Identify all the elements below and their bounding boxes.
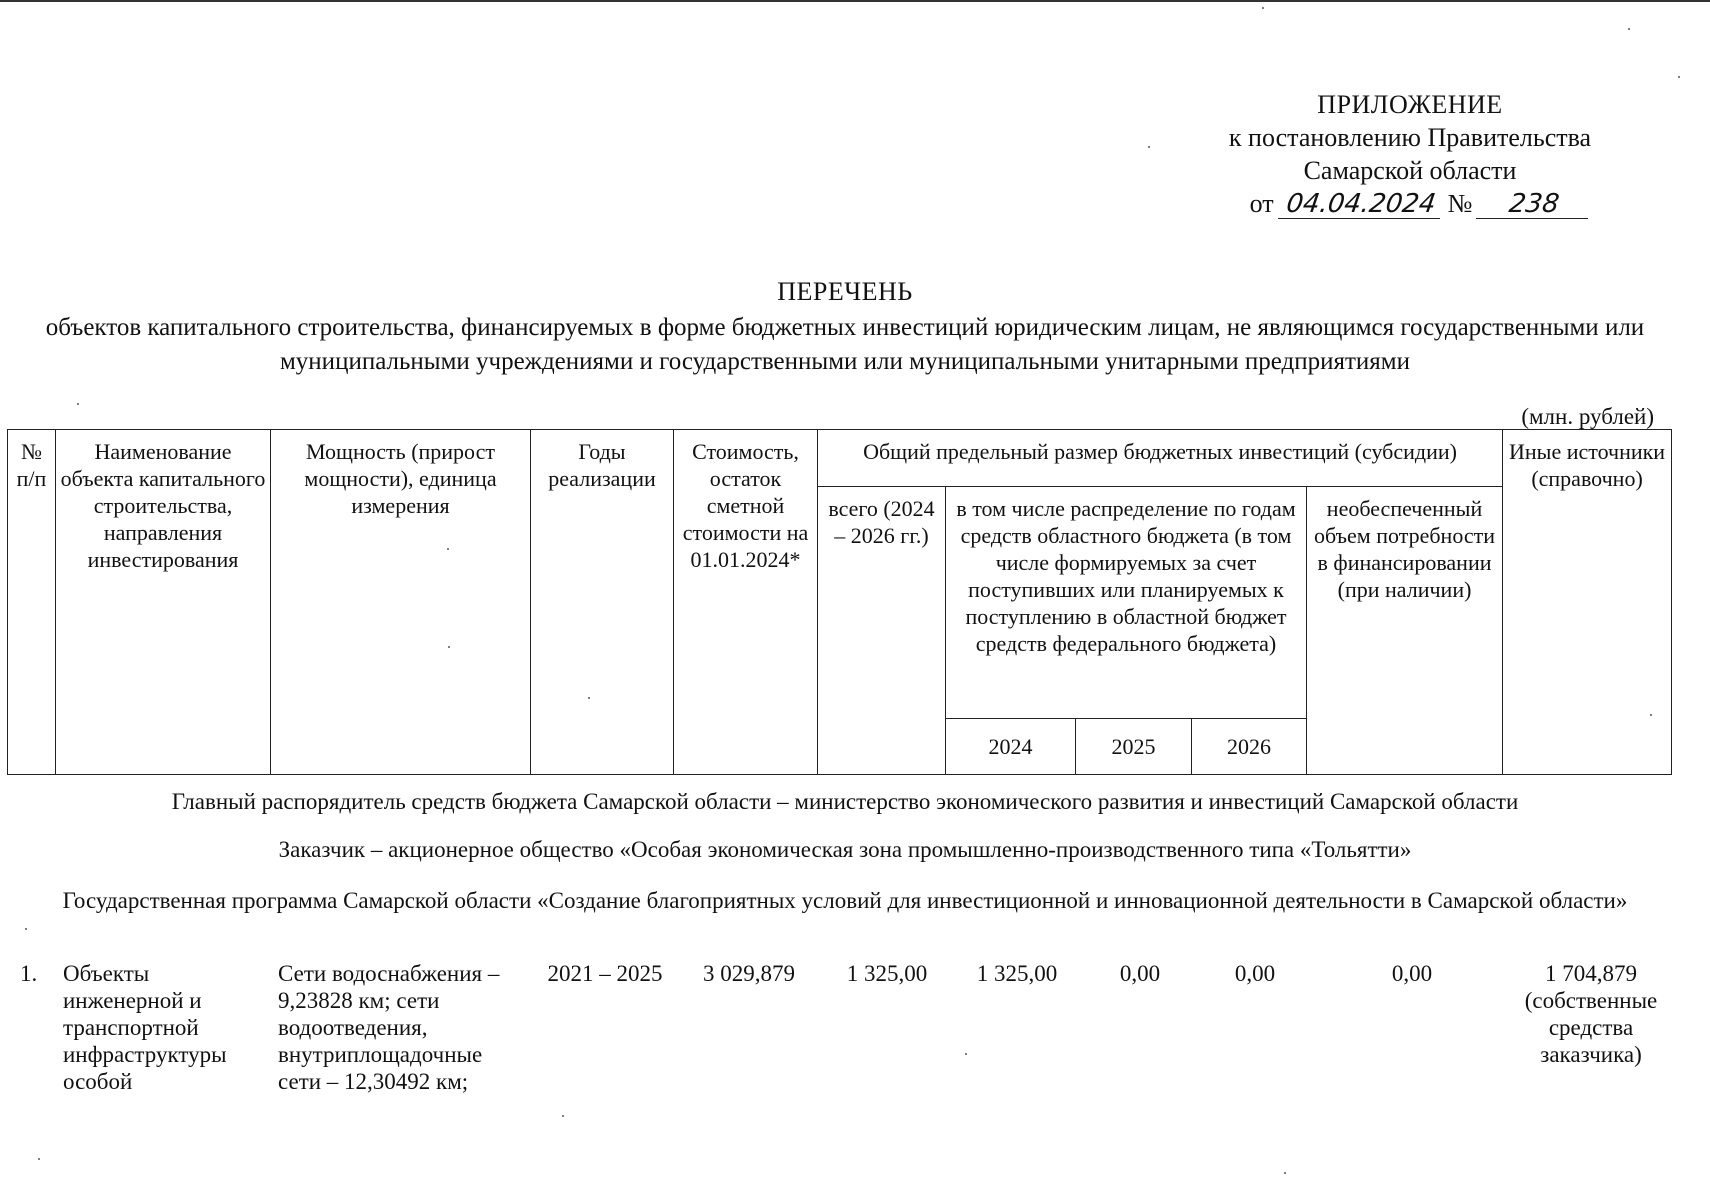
row-year-2025: 0,00 xyxy=(1119,961,1161,986)
scan-speck xyxy=(1148,146,1150,148)
number-prefix: № xyxy=(1447,189,1473,218)
header-num: № п/п xyxy=(8,430,56,775)
scan-speck xyxy=(1262,7,1264,9)
row-year-2024: 1 325,00 xyxy=(976,961,1058,986)
appendix-title: ПРИЛОЖЕНИЕ xyxy=(1317,90,1503,119)
section-program: Государственная программа Самарской области «Создание благоприятных условий для инвестиционной и инновационной деятельности в Самарской области» xyxy=(62,888,1628,913)
section-customer: Заказчик – акционерное общество «Особая экономическая зона промышленно-производственного типа «Тольятти» xyxy=(278,837,1412,862)
row-capacity: Сети водоснабжения – 9,23828 км; сети водоотведения, внутриплощадочные сети – 12,30492 км; xyxy=(278,961,500,1094)
handwritten-date: 04.04.2024 xyxy=(1278,190,1444,219)
scan-speck xyxy=(562,1115,564,1117)
row-name: Объекты инженерной и транспортной инфраструктуры особой xyxy=(63,961,227,1094)
scan-speck xyxy=(25,928,27,930)
row-years: 2021 – 2025 xyxy=(547,961,663,986)
handwritten-number: 238 xyxy=(1476,190,1592,219)
scan-speck xyxy=(965,1053,967,1055)
section-manager: Главный распорядитель средств бюджета Самарской области – министерство экономического развития и инвестиций Самарской области xyxy=(171,789,1519,814)
scan-speck xyxy=(1628,28,1630,30)
header-total: всего (2024 – 2026 гг.) xyxy=(818,487,946,775)
document-title: ПЕРЕЧЕНЬ xyxy=(777,277,913,306)
header-name: Наименование объекта капитального строительства, направления инвестирования xyxy=(56,430,271,775)
header-total-group: Общий предельный размер бюджетных инвестиций (субсидии) xyxy=(818,430,1503,487)
document-subtitle: объектов капитального строительства, финансируемых в форме бюджетных инвестиций юридическим лицам, не являющимся государственными или муниципальными учреждениями и государственными или муниципальными унитарными предприятиями xyxy=(45,314,1645,375)
scan-speck xyxy=(38,1158,40,1160)
scan-speck xyxy=(1678,76,1680,78)
scan-speck xyxy=(448,646,450,648)
header-cost: Стоимость, остаток сметной стоимости на 01.01.2024* xyxy=(674,430,818,775)
row-other: 1 704,879 (собственные средства заказчика) xyxy=(1524,961,1658,1067)
row-num: 1. xyxy=(20,961,38,986)
header-table xyxy=(7,429,1672,775)
header-year-2025: 2025 xyxy=(1076,719,1192,775)
header-distribution: в том числе распределение по годам средств областного бюджета (в том числе формируемых за счет поступивших или планируемых к поступлению в областной бюджет средств федерального бюджета) xyxy=(946,487,1307,719)
scan-speck xyxy=(588,697,590,699)
top-border xyxy=(0,0,1710,2)
scan-speck xyxy=(1650,714,1652,716)
scan-speck xyxy=(447,548,449,550)
appendix-block xyxy=(1150,88,1670,220)
header-year-2024: 2024 xyxy=(946,719,1076,775)
decree-line xyxy=(1170,187,1670,220)
date-prefix: от xyxy=(1249,189,1274,218)
row-unfunded: 0,00 xyxy=(1391,961,1433,986)
header-years: Годы реализации xyxy=(531,430,674,775)
row-total: 1 325,00 xyxy=(846,961,928,986)
row-year-2026: 0,00 xyxy=(1234,961,1276,986)
appendix-line-1: к постановлению Правительства xyxy=(1228,123,1592,152)
scan-speck xyxy=(1284,1172,1286,1174)
appendix-line-2: Самарской области xyxy=(1303,156,1517,185)
header-capacity: Мощность (прирост мощности), единица измерения xyxy=(271,430,531,775)
scan-speck xyxy=(77,403,79,405)
header-year-2026: 2026 xyxy=(1192,719,1307,775)
units-label: (млн. рублей) xyxy=(1521,404,1654,429)
header-other: Иные источники (справочно) xyxy=(1503,430,1672,775)
row-cost: 3 029,879 xyxy=(703,961,795,986)
header-unfunded: необеспеченный объем потребности в финансировании (при наличии) xyxy=(1307,487,1503,775)
